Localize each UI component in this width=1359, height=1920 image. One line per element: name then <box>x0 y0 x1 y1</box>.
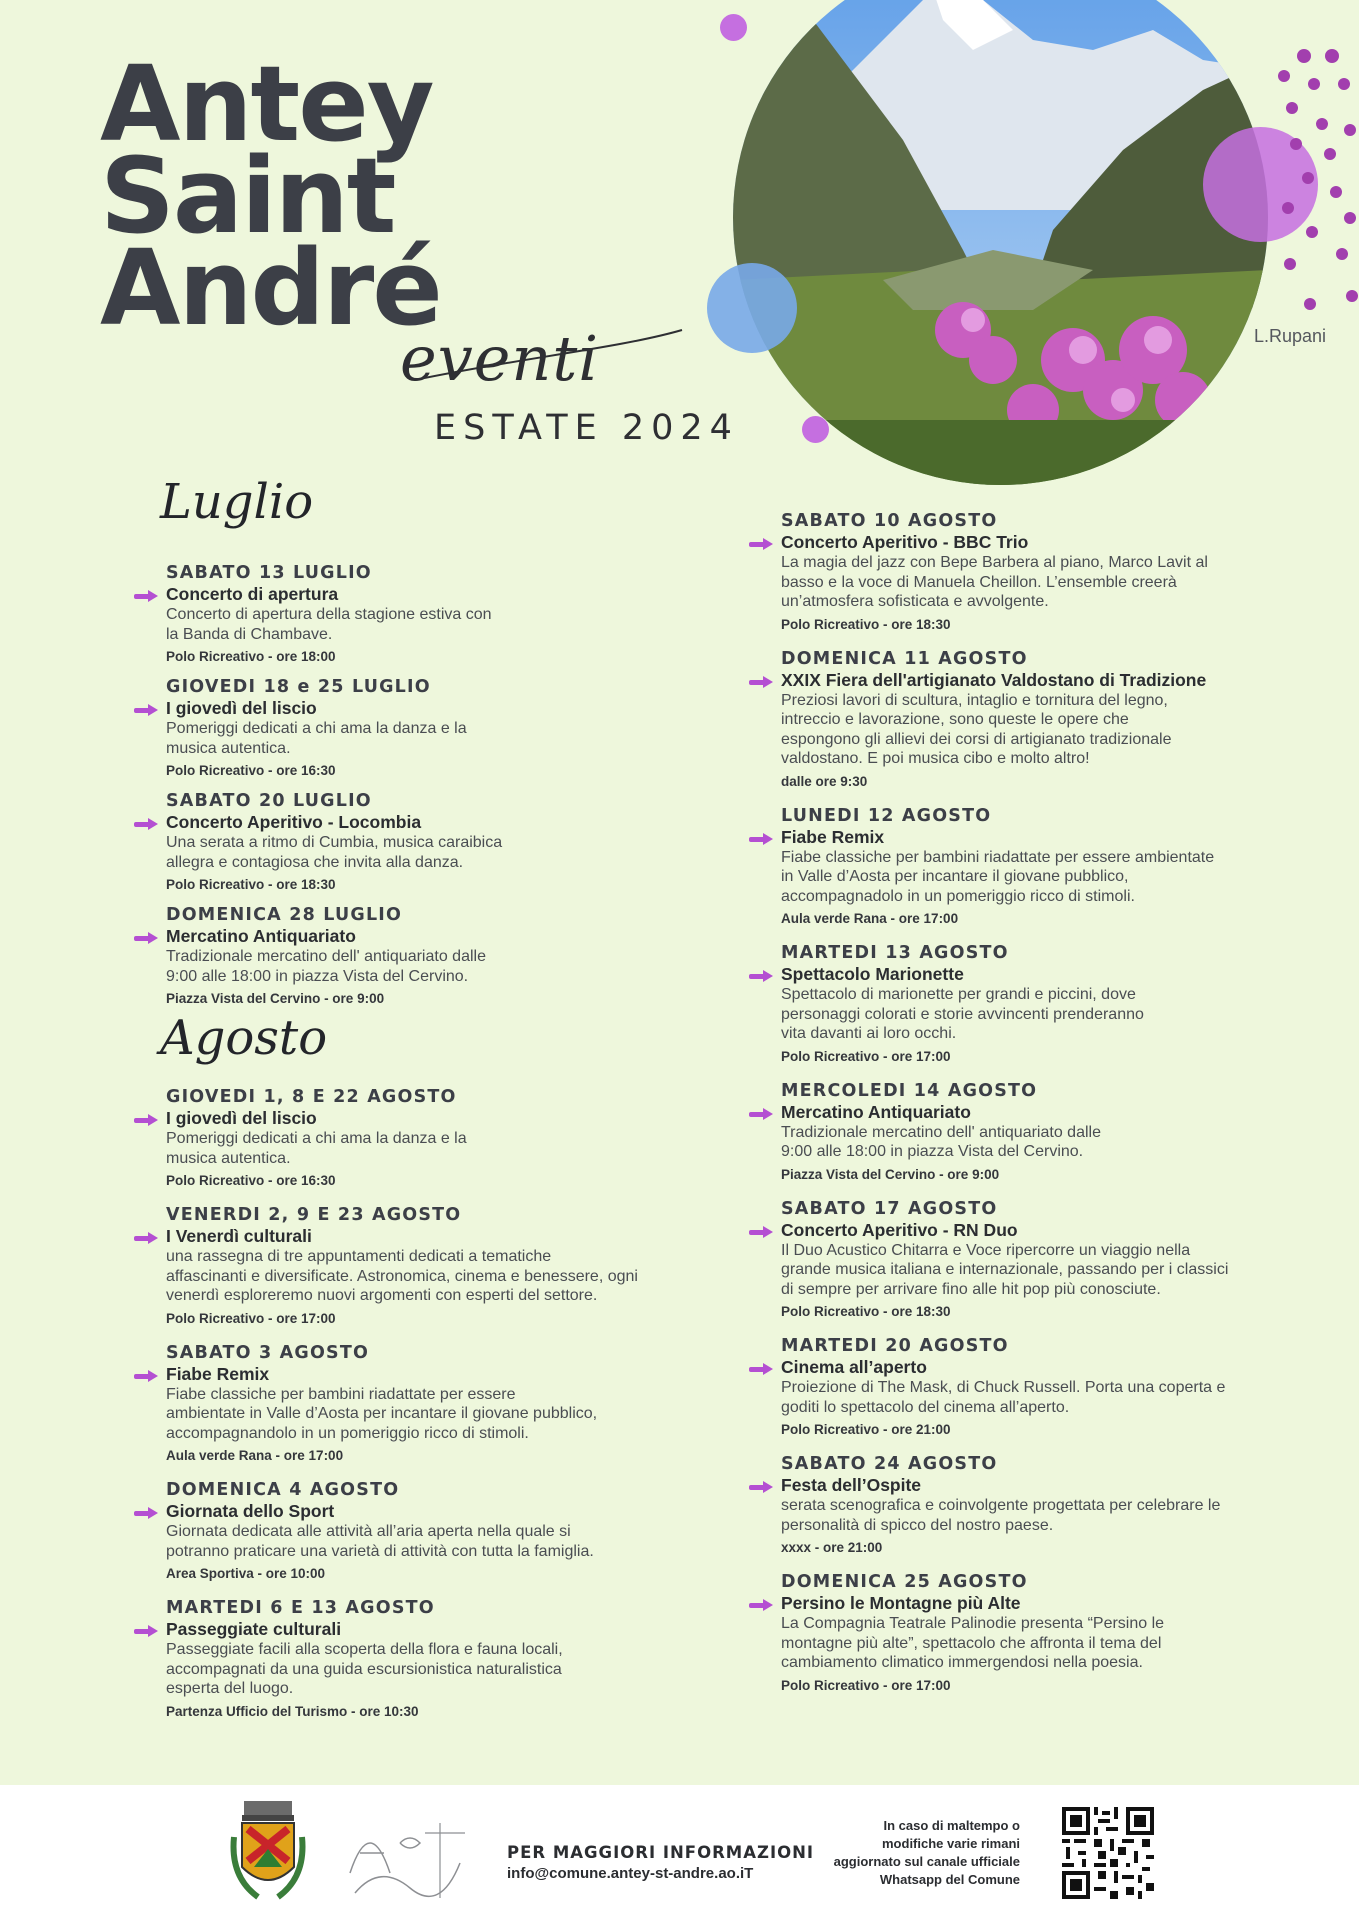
title-line-2: Saint <box>100 135 395 257</box>
event-title: Fiabe Remix <box>781 826 885 847</box>
event-location: Polo Ricreativo - ore 17:00 <box>781 1048 951 1064</box>
decor-dot-grid <box>1270 48 1359 318</box>
event-location: Aula verde Rana - ore 17:00 <box>166 1448 344 1463</box>
event-desc: La magia del jazz con Bepe Barbera al piano, Marco Lavit al basso e la voce di Manuela Cheillon. L’ensemble creerà un’atmosfera sofisticata e avvolgente. <box>781 554 1208 610</box>
subtitle-eventi: eventi <box>400 322 600 395</box>
event-item <box>749 1335 1309 1439</box>
footer <box>0 1785 1359 1920</box>
event-date: GIOVEDI 1, 8 E 22 AGOSTO <box>166 1087 457 1107</box>
event-title: Mercatino Antiquariato <box>166 926 356 946</box>
arrow-icon <box>749 1599 773 1611</box>
event-desc: Passeggiate facili alla scoperta della flora e fauna locali, accompagnati da una guida escursionistica naturalistica esperta del luogo. <box>166 1641 563 1697</box>
arco-eventi-logo <box>340 1803 470 1903</box>
decor-circle-blue <box>707 263 797 353</box>
event-location: Polo Ricreativo - ore 18:30 <box>166 877 336 892</box>
arrow-icon <box>749 1226 773 1238</box>
event-title: Festa dell’Ospite <box>781 1475 922 1495</box>
qr-code[interactable] <box>1062 1807 1154 1899</box>
event-title: I Venerdì culturali <box>166 1226 312 1246</box>
event-item <box>134 790 694 894</box>
event-location: Polo Ricreativo - ore 18:30 <box>781 1304 951 1319</box>
event-location: Polo Ricreativo - ore 17:00 <box>166 1310 336 1326</box>
arrow-icon <box>134 1114 158 1126</box>
event-desc: Tradizionale mercatino dell' antiquariato dalle 9:00 alle 18:00 in piazza Vista del Cervino. <box>781 1123 1101 1160</box>
event-date: VENERDI 2, 9 E 23 AGOSTO <box>166 1205 462 1225</box>
event-desc: La Compagnia Teatrale Palinodie presenta “Persino le montagne più alte”, spettacolo che affronta il tema del cambiamento climatico immergendosi nella poesia. <box>781 1615 1165 1671</box>
event-item <box>749 942 1309 1066</box>
event-date: SABATO 13 LUGLIO <box>166 563 372 583</box>
event-item <box>134 1479 714 1583</box>
event-item <box>749 1198 1309 1322</box>
event-date: MARTEDI 6 E 13 AGOSTO <box>166 1598 435 1618</box>
event-desc: una rassegna di tre appuntamenti dedicati a tematiche affascinanti e diversificate. Astronomica, cinema e benessere, ogni venerdì esploreremo nuovi argomenti con esperti del settore. <box>166 1248 638 1304</box>
arrow-icon <box>749 538 773 550</box>
event-desc: Proiezione di The Mask, di Chuck Russell. Porta una coperta e goditi lo spettacolo del cinema all’aperto. <box>781 1379 1226 1416</box>
agosto-left-events <box>134 1086 714 1731</box>
event-title: Passeggiate culturali <box>166 1619 342 1639</box>
event-date: SABATO 10 AGOSTO <box>781 511 998 531</box>
event-location: dalle ore 9:30 <box>781 773 868 789</box>
mountain-photo <box>733 0 1268 485</box>
event-title: Giornata dello Sport <box>166 1501 335 1521</box>
event-date: DOMENICA 11 AGOSTO <box>781 648 1028 669</box>
decor-circle-purple-mid <box>802 416 829 443</box>
event-item <box>134 1597 714 1721</box>
event-title: Concerto di apertura <box>166 584 339 604</box>
event-location: Aula verde Rana - ore 17:00 <box>781 911 959 926</box>
event-title: Concerto Aperitivo - RN Duo <box>781 1219 1018 1240</box>
arrow-icon <box>134 1507 158 1519</box>
event-item <box>134 1342 714 1466</box>
season-label: ESTATE 2024 <box>434 408 739 448</box>
event-location: Partenza Ufficio del Turismo - ore 10:30 <box>166 1703 419 1719</box>
arrow-icon <box>749 833 773 845</box>
arrow-icon <box>134 704 158 716</box>
event-location: Piazza Vista del Cervino - ore 9:00 <box>166 991 385 1006</box>
event-location: xxxx - ore 21:00 <box>781 1540 883 1555</box>
event-location: Polo Ricreativo - ore 18:30 <box>781 616 951 632</box>
event-item <box>749 510 1309 634</box>
arrow-icon <box>134 1625 158 1637</box>
event-item <box>134 1086 714 1190</box>
event-desc: Pomeriggi dedicati a chi ama la danza e la musica autentica. <box>166 1130 467 1167</box>
title-line-3: André <box>100 227 441 349</box>
event-date: MERCOLEDI 14 AGOSTO <box>781 1080 1038 1101</box>
event-date: LUNEDI 12 AGOSTO <box>781 805 992 826</box>
weather-note: In caso di maltempo o modifiche varie rimani aggiornato sul canale ufficiale Whatsapp del Comune <box>833 1818 1020 1887</box>
event-item <box>134 676 694 780</box>
info-email[interactable]: info@comune.antey-st-andre.ao.iT <box>507 1865 754 1882</box>
coat-of-arms-icon <box>228 1797 308 1909</box>
event-title: Concerto Aperitivo - BBC Trio <box>781 532 1029 552</box>
event-item <box>749 1080 1309 1184</box>
event-item <box>749 1571 1309 1695</box>
event-date: DOMENICA 28 LUGLIO <box>166 905 403 925</box>
event-title: XXIX Fiera dell'artigianato Valdostano di Tradizione <box>781 669 1207 690</box>
event-item <box>134 1204 714 1328</box>
event-desc: Il Duo Acustico Chitarra e Voce ripercorre un viaggio nella grande musica italiana e internazionale, passando per i classici di sempre per arrivare fino alle hit pop più conosciute. <box>781 1241 1229 1298</box>
event-date: DOMENICA 25 AGOSTO <box>781 1572 1028 1592</box>
title-line-1: Antey <box>100 43 433 165</box>
event-location: Polo Ricreativo - ore 16:30 <box>166 763 336 778</box>
event-location: Polo Ricreativo - ore 18:00 <box>166 649 336 664</box>
event-item <box>134 904 694 1008</box>
event-desc: Giornata dedicata alle attività all’aria aperta nella quale si potranno praticare una varietà di attività con tutta la famiglia. <box>166 1523 594 1560</box>
event-date: SABATO 20 LUGLIO <box>166 791 372 811</box>
event-location: Polo Ricreativo - ore 17:00 <box>781 1677 951 1693</box>
arrow-icon <box>749 1363 773 1375</box>
arrow-icon <box>134 818 158 830</box>
heading-agosto: Agosto <box>160 1010 328 1066</box>
event-location: Polo Ricreativo - ore 16:30 <box>166 1173 336 1188</box>
event-item <box>749 805 1309 929</box>
agosto-right-events <box>749 510 1309 1705</box>
arrow-icon <box>749 970 773 982</box>
event-desc: Fiabe classiche per bambini riadattate per essere ambientate in Valle d’Aosta per incantare il giovane pubblico, accompagnadolo in un pomeriggio ricco di stimoli. <box>781 848 1215 905</box>
event-date: SABATO 17 AGOSTO <box>781 1198 998 1219</box>
event-location: Polo Ricreativo - ore 21:00 <box>781 1422 951 1437</box>
event-item <box>134 562 694 666</box>
event-title: I giovedì del liscio <box>166 1108 317 1128</box>
event-item <box>749 648 1309 791</box>
event-title: Mercatino Antiquariato <box>781 1101 971 1122</box>
event-title: Persino le Montagne più Alte <box>781 1593 1021 1613</box>
event-date: SABATO 3 AGOSTO <box>166 1342 370 1363</box>
event-date: GIOVEDI 18 e 25 LUGLIO <box>166 677 431 697</box>
event-location: Area Sportiva - ore 10:00 <box>166 1566 326 1581</box>
event-desc: Preziosi lavori di scultura, intaglio e tornitura del legno, intreccio e lavorazione, sono queste le opere che espongono gli allievi dei corsi di artigianato tradizionale valdostano. E poi musica cibo e molto altro! <box>781 691 1172 767</box>
event-date: MARTEDI 13 AGOSTO <box>781 943 1009 963</box>
event-desc: Fiabe classiche per bambini riadattate per essere ambientate in Valle d’Aosta per incantare il giovane pubblico, accompagnandolo in un pomeriggio ricco di stimoli. <box>166 1385 598 1442</box>
event-date: MARTEDI 20 AGOSTO <box>781 1336 1009 1356</box>
event-desc: serata scenografica e coinvolgente progettata per celebrare le personalità di spicco del nostro paese. <box>781 1497 1221 1534</box>
event-date: DOMENICA 4 AGOSTO <box>166 1480 400 1500</box>
event-item <box>749 1453 1309 1557</box>
event-title: Concerto Aperitivo - Locombia <box>166 812 422 832</box>
event-desc: Concerto di apertura della stagione estiva con la Banda di Chambave. <box>166 606 492 643</box>
heading-luglio: Luglio <box>160 474 314 530</box>
event-date: SABATO 24 AGOSTO <box>781 1454 998 1474</box>
arrow-icon <box>134 590 158 602</box>
arrow-icon <box>749 676 773 688</box>
arrow-icon <box>134 1232 158 1244</box>
arrow-icon <box>749 1481 773 1493</box>
photo-credit: L.Rupani <box>1254 326 1327 346</box>
event-desc: Pomeriggi dedicati a chi ama la danza e la musica autentica. <box>166 720 467 757</box>
event-location: Piazza Vista del Cervino - ore 9:00 <box>781 1166 1000 1182</box>
event-desc: Spettacolo di marionette per grandi e piccini, dove personaggi colorati e storie avvincenti prenderanno vita davanti ai loro occhi. <box>781 986 1144 1042</box>
event-title: Spettacolo Marionette <box>781 964 964 984</box>
event-title: Cinema all’aperto <box>781 1357 927 1377</box>
decor-circle-purple-small <box>720 14 747 41</box>
info-title: PER MAGGIORI INFORMAZIONI <box>507 1843 815 1862</box>
arrow-icon <box>749 1108 773 1120</box>
event-desc: Tradizionale mercatino dell' antiquariato dalle 9:00 alle 18:00 in piazza Vista del Cervino. <box>166 948 486 985</box>
event-title: Fiabe Remix <box>166 1363 270 1384</box>
arrow-icon <box>134 1370 158 1382</box>
arrow-icon <box>134 932 158 944</box>
luglio-events <box>134 562 694 1018</box>
page-title <box>100 43 441 349</box>
event-desc: Una serata a ritmo di Cumbia, musica caraibica allegra e contagiosa che invita alla danza. <box>166 834 503 871</box>
event-title: I giovedì del liscio <box>166 698 317 718</box>
